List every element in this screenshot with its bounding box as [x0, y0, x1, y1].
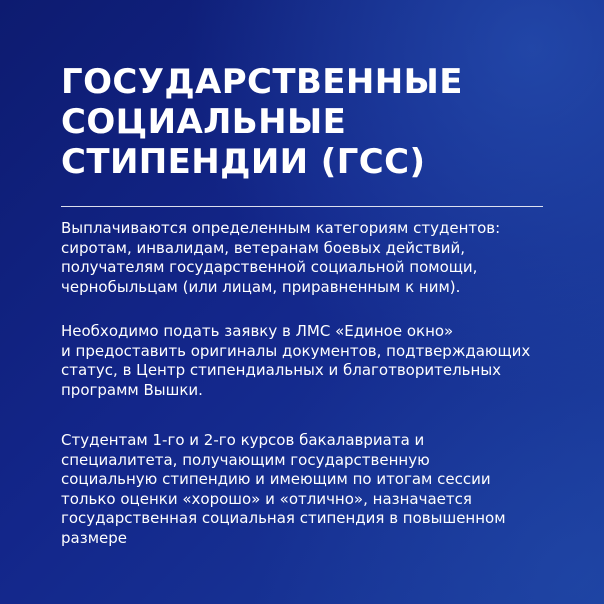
text-line: получателям государственной социальной помощи, [61, 258, 478, 276]
text-line: только оценки «хорошо» и «отлично», назначается [61, 489, 472, 508]
title-line: СТИПЕНДИИ (ГСС) [61, 142, 426, 182]
text-line: специалитета, получающим государственную [61, 450, 430, 469]
text-line: сиротам, инвалидам, ветеранам боевых действий, [61, 238, 466, 257]
text-line: чернобыльцам (или лицам, приравненным к ним). [61, 277, 461, 296]
text-line: размере [61, 528, 127, 547]
text-line: Выплачиваются определенным категориям студентов: [61, 219, 501, 237]
title-line: ГОСУДАРСТВЕННЫЕ [61, 62, 463, 102]
title-line: СОЦИАЛЬНЫЕ [61, 102, 347, 142]
text-line: Необходимо подать заявку в ЛМС «Единое окно» [61, 322, 454, 340]
text-line: статус, в Центр стипендиальных и благотворительных [61, 361, 502, 379]
title-divider [61, 206, 543, 207]
eligibility-paragraph [61, 219, 591, 297]
text-line: государственная социальная стипендия в повышенном [61, 509, 506, 527]
text-line: программ Вышки. [61, 380, 203, 399]
increased-stipend-paragraph [61, 431, 591, 548]
page-title [61, 62, 463, 182]
text-line: Студентам 1-го и 2-го курсов бакалавриата и [61, 431, 425, 449]
text-line: социальную стипендию и имеющим по итогам сессии [61, 470, 491, 488]
text-line: и предоставить оригиналы документов, подтверждающих [61, 341, 531, 360]
application-paragraph [61, 322, 591, 400]
